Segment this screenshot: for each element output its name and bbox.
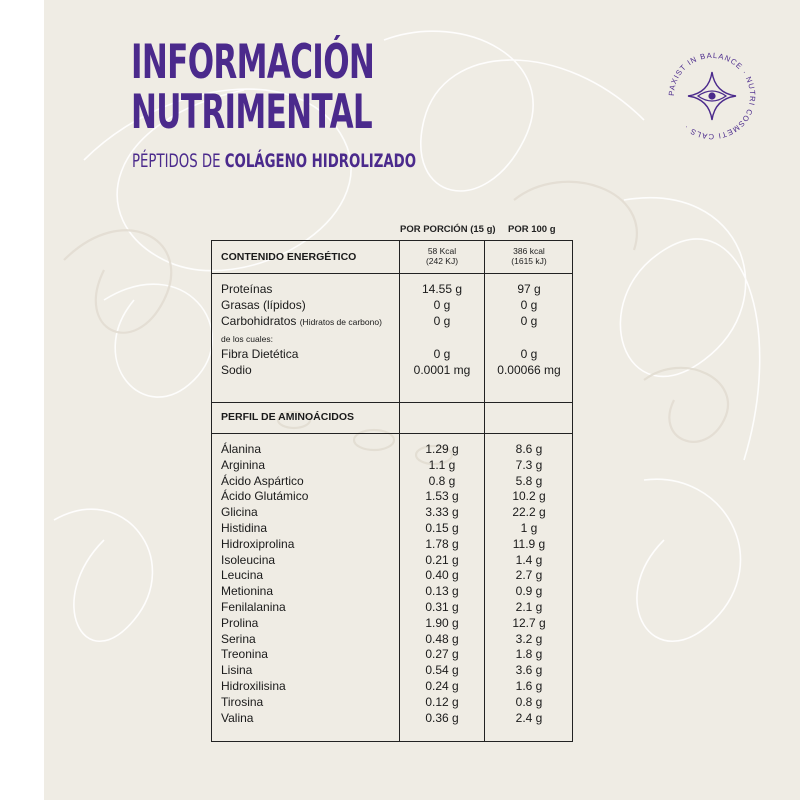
- of-which-note: de los cuales:: [221, 334, 273, 344]
- portion-value: 0.48 g: [425, 631, 459, 646]
- portion-value: 0.24 g: [425, 679, 459, 693]
- per100-value: 1.4 g: [515, 552, 543, 567]
- nutrient-row: [212, 346, 572, 362]
- energy-portion-kj: (242 KJ): [425, 256, 459, 266]
- seal-ring-text: PAXIST IN BALANCE · NUTRI COSMETI CALS ·: [666, 50, 758, 142]
- energy-per100-kj: (1615 kJ): [511, 256, 547, 266]
- amino-acid-row: [212, 441, 572, 457]
- portion-value: 0.0001 mg: [413, 363, 471, 377]
- amino-acid-label: Ácido Aspártico: [221, 473, 304, 488]
- amino-acid-label: Leucina: [221, 568, 264, 583]
- portion-value: 1.78 g: [425, 536, 459, 551]
- per100-value: 10.2 g: [512, 489, 546, 504]
- per100-value: 7.3 g: [515, 457, 543, 472]
- portion-value: 0 g: [433, 347, 451, 361]
- amino-acid-row: [212, 457, 572, 473]
- portion-value: 0 g: [433, 298, 451, 312]
- per100-value: 0.8 g: [515, 694, 543, 709]
- per100-value: 12.7 g: [512, 615, 546, 630]
- amino-acid-label: Hidroxiprolina: [221, 536, 295, 551]
- nutrient-label: [221, 313, 382, 330]
- row-divider: [212, 273, 572, 274]
- per100-value: 0.9 g: [515, 584, 543, 599]
- amino-acid-label: Valina: [221, 710, 254, 725]
- amino-acid-label: Prolina: [221, 615, 259, 630]
- portion-value: 3.33 g: [425, 505, 459, 520]
- amino-section-label: PERFIL DE AMINOÁCIDOS: [221, 411, 355, 423]
- subtitle-regular: PÉPTIDOS DE: [132, 150, 225, 172]
- portion-value: 0.13 g: [425, 584, 459, 599]
- per100-value: 97 g: [517, 282, 541, 296]
- amino-acid-row: [212, 646, 572, 662]
- brand-seal: [662, 46, 762, 146]
- per100-value: 2.1 g: [515, 600, 543, 614]
- amino-acid-label: Arginina: [221, 457, 266, 472]
- per100-value: 1.8 g: [515, 647, 543, 662]
- portion-value: 0.40 g: [425, 568, 459, 583]
- per100-value: 2.7 g: [515, 568, 543, 583]
- nutrition-table: [211, 240, 573, 742]
- amino-acid-row: [212, 631, 572, 647]
- portion-value: 0.31 g: [425, 600, 459, 614]
- per100-value: 22.2 g: [512, 505, 546, 520]
- per100-value: 1 g: [520, 521, 538, 535]
- per100-value: 8.6 g: [515, 442, 543, 456]
- energy-per100: [485, 246, 573, 266]
- amino-acid-label: Serina: [221, 631, 256, 646]
- amino-acid-row: [212, 567, 572, 583]
- column-header-portion: POR PORCIÓN (15 g): [400, 224, 496, 235]
- per100-value: 11.9 g: [512, 536, 546, 551]
- amino-acid-label: Tirosina: [221, 694, 264, 709]
- per100-value: 0 g: [520, 298, 538, 312]
- per100-value: 3.2 g: [515, 631, 543, 646]
- subtitle-bold: COLÁGENO HIDROLIZADO: [224, 150, 417, 172]
- nutrient-row: [212, 281, 572, 297]
- row-divider: [212, 433, 572, 434]
- column-header-per100: POR 100 g: [508, 224, 556, 235]
- amino-acid-label: Ácido Glutámico: [221, 489, 309, 504]
- amino-acid-label: Treonina: [221, 647, 268, 662]
- amino-acid-row: [212, 678, 572, 694]
- portion-value: 0.12 g: [425, 694, 459, 709]
- energy-section-label: CONTENIDO ENERGÉTICO: [221, 251, 357, 263]
- amino-acid-label: Histidina: [221, 521, 268, 535]
- nutrient-row: [212, 362, 572, 378]
- per100-value: 3.6 g: [515, 663, 543, 678]
- portion-value: 0.8 g: [428, 473, 456, 488]
- amino-acid-label: Álanina: [221, 442, 262, 456]
- nutrient-label: Sodio: [221, 363, 252, 377]
- amino-acid-row: [212, 615, 572, 631]
- portion-value: 1.29 g: [425, 442, 459, 456]
- page-title: [131, 35, 375, 140]
- amino-acid-label: Isoleucina: [221, 552, 276, 567]
- amino-acid-row: [212, 488, 572, 504]
- amino-acid-label: Lisina: [221, 663, 253, 678]
- portion-value: 0 g: [433, 314, 451, 328]
- amino-acid-label: Metionina: [221, 584, 274, 599]
- portion-value: 1.53 g: [425, 489, 459, 504]
- portion-value: 1.1 g: [428, 457, 456, 472]
- nutrient-row: [212, 297, 572, 313]
- amino-acid-row: [212, 694, 572, 710]
- nutrient-row: [212, 313, 572, 329]
- row-divider: [212, 402, 572, 403]
- per100-value: 0 g: [520, 314, 538, 328]
- amino-acid-row: [212, 710, 572, 726]
- nutrient-label: Fibra Dietética: [221, 347, 299, 361]
- amino-acid-row: [212, 552, 572, 568]
- amino-acid-label: Glicina: [221, 505, 258, 520]
- energy-portion-kcal: 58 Kcal: [427, 246, 457, 256]
- nutrient-label: Proteínas: [221, 282, 273, 296]
- amino-acid-label: Hidroxilisina: [221, 679, 286, 693]
- per100-value: 5.8 g: [515, 473, 543, 488]
- amino-acid-row: [212, 662, 572, 678]
- energy-portion: [400, 246, 484, 266]
- title-line-1: INFORMACIÓN: [131, 35, 375, 90]
- nutrient-label: Grasas (lípidos): [221, 298, 306, 312]
- per100-value: 0.00066 mg: [497, 363, 561, 377]
- portion-value: 0.54 g: [425, 663, 459, 678]
- amino-acid-row: [212, 599, 572, 615]
- nutrient-label-note: (Hidratos de carbono): [299, 317, 382, 327]
- portion-value: 1.90 g: [425, 615, 459, 630]
- per100-value: 0 g: [520, 347, 538, 361]
- portion-value: 0.36 g: [425, 710, 459, 725]
- per100-value: 1.6 g: [515, 679, 543, 693]
- amino-acid-label: Fenilalanina: [221, 600, 286, 614]
- nutrient-label-main: Carbohidratos: [221, 314, 297, 328]
- per100-value: 2.4 g: [515, 710, 543, 725]
- amino-acid-row: [212, 504, 572, 520]
- energy-per100-kcal: 386 kcal: [513, 246, 545, 256]
- star-eye-icon: [688, 72, 736, 120]
- portion-value: 0.21 g: [425, 552, 459, 567]
- portion-value: 0.15 g: [425, 521, 459, 535]
- title-line-2: NUTRIMENTAL: [131, 85, 373, 140]
- page-subtitle: [132, 150, 416, 172]
- amino-acid-row: [212, 520, 572, 536]
- amino-acid-row: [212, 583, 572, 599]
- amino-acid-row: [212, 536, 572, 552]
- portion-value: 14.55 g: [421, 282, 463, 296]
- portion-value: 0.27 g: [425, 647, 459, 662]
- amino-acid-row: [212, 473, 572, 489]
